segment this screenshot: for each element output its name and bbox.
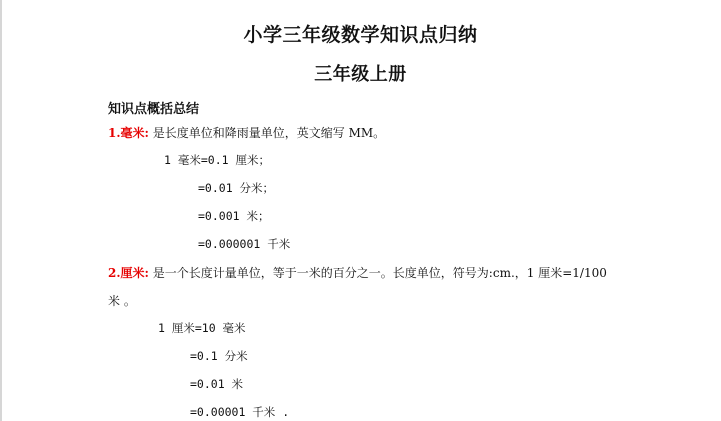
- item-1-conversion-4: =0.000001 千米: [198, 237, 291, 251]
- item-1-line: [108, 124, 385, 141]
- item-1-conversion-1: 1 毫米=0.1 厘米；: [164, 153, 270, 167]
- item-1-description: 是长度单位和降雨量单位，英文缩写 MM。: [152, 126, 386, 140]
- section-heading: 知识点概括总结: [108, 102, 200, 117]
- document-title: 小学三年级数学知识点归纳: [243, 24, 478, 46]
- item-2-description-cont: 米 。: [108, 294, 136, 308]
- item-1-conversion-3: =0.001 米；: [198, 209, 270, 223]
- item-2-line: [108, 264, 607, 281]
- item-1-conversion-2: =0.01 分米；: [198, 181, 275, 195]
- item-2-conversion-4: =0.00001 千米 .: [190, 405, 290, 419]
- item-2-conversion-2: =0.1 分米: [190, 349, 248, 363]
- item-2-term: 2.厘米:: [108, 266, 149, 280]
- item-2-description: 是一个长度计量单位，等于一米的百分之一。长度单位，符号为:cm.，1 厘米=1/100: [152, 266, 607, 280]
- item-2-conversion-3: =0.01 米: [190, 377, 244, 391]
- item-2-conversion-1: 1 厘米=10 毫米: [158, 321, 246, 335]
- document-subtitle: 三年级上册: [314, 64, 407, 85]
- item-1-term: 1.毫米:: [108, 126, 149, 140]
